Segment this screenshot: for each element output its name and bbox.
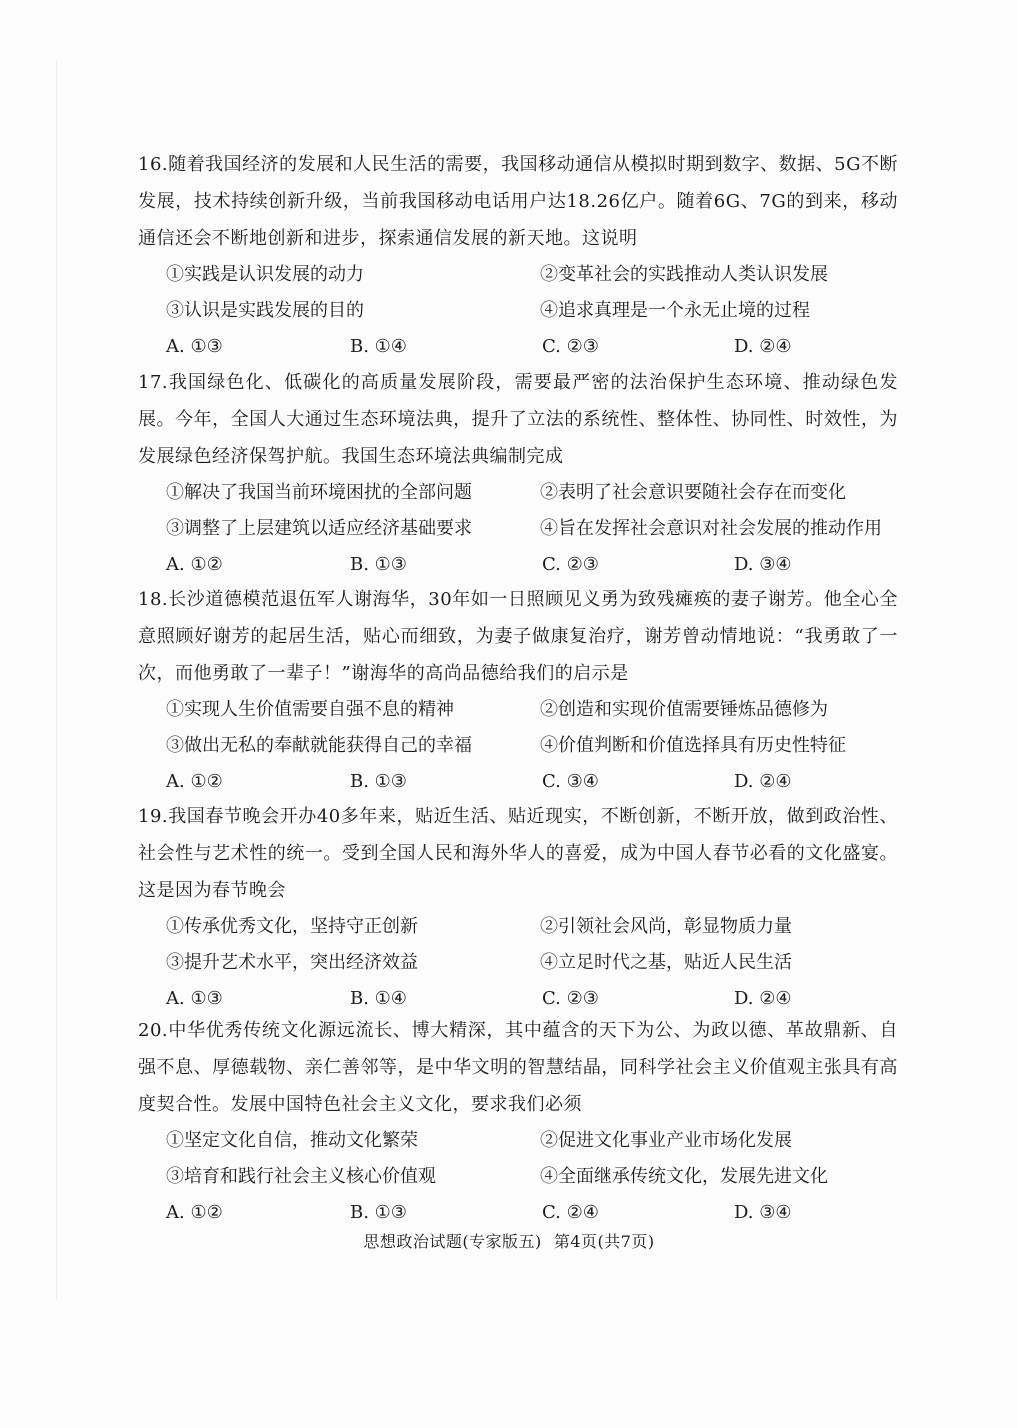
statement-2: ②促进文化事业产业市场化发展 xyxy=(540,1130,792,1151)
statement-list xyxy=(138,257,898,329)
statement-1: ①实践是认识发展的动力 xyxy=(166,264,364,285)
statement-1: ①实现人生价值需要自强不息的精神 xyxy=(166,699,454,720)
statement-list xyxy=(138,909,898,981)
statement-4: ④全面继承传统文化，发展先进文化 xyxy=(540,1166,828,1187)
choice-c: C. ②③ xyxy=(542,988,599,1009)
statement-3: ③培育和践行社会主义核心价值观 xyxy=(166,1166,436,1187)
question-text: 我国绿色化、低碳化的高质量发展阶段，需要最严密的法治保护生态环境、推动绿色发展。今年，全国人大通过生态环境法典，提升了立法的系统性、整体性、协同性、时效性，为发展绿色经济保驾护航。我国生态环境法典编制完成 xyxy=(138,372,898,467)
choice-a: A. ①③ xyxy=(166,336,223,357)
question-text: 随着我国经济的发展和人民生活的需要，我国移动通信从模拟时期到数字、数据、5G不断发展，技术持续创新升级，当前我国移动电话用户达18.26亿户。随着6G、7G的到来，移动通信还会不断地创新和进步，探索通信发展的新天地。这说明 xyxy=(138,154,898,249)
choice-c: C. ②④ xyxy=(542,1202,599,1223)
choice-d: D. ③④ xyxy=(734,554,792,575)
choice-c: C. ③④ xyxy=(542,771,599,792)
statement-2: ②变革社会的实践推动人类认识发展 xyxy=(540,264,828,285)
question-number: 20. xyxy=(138,1020,169,1041)
choice-row xyxy=(138,764,898,800)
statement-4: ④价值判断和价值选择具有历史性特征 xyxy=(540,735,846,756)
choice-b: B. ①③ xyxy=(350,1202,407,1223)
page-footer xyxy=(0,1228,1018,1256)
question-number: 18. xyxy=(138,589,169,610)
question-18 xyxy=(138,581,898,800)
choice-a: A. ①② xyxy=(166,554,223,575)
question-number: 16. xyxy=(138,154,169,175)
statement-list xyxy=(138,1123,898,1195)
question-text: 我国春节晚会开办40多年来，贴近生活、贴近现实，不断创新，不断开放，做到政治性、社会性与艺术性的统一。受到全国人民和海外华人的喜爱，成为中国人春节必看的文化盛宴。这是因为春节晚会 xyxy=(138,806,898,901)
question-20 xyxy=(138,1012,898,1231)
choice-a: A. ①② xyxy=(166,1202,223,1223)
question-number: 19. xyxy=(138,806,169,827)
statement-4: ④旨在发挥社会意识对社会发展的推动作用 xyxy=(540,518,882,539)
question-stem xyxy=(138,146,898,257)
question-stem xyxy=(138,798,898,909)
footer-exam-title: 思想政治试题(专家版五) xyxy=(363,1232,542,1251)
question-text: 中华优秀传统文化源远流长、博大精深，其中蕴含的天下为公、为政以德、革故鼎新、自强不息、厚德载物、亲仁善邻等，是中华文明的智慧结晶，同科学社会主义价值观主张具有高度契合性。发展中国特色社会主义文化，要求我们必须 xyxy=(138,1020,898,1115)
question-stem xyxy=(138,1012,898,1123)
choice-d: D. ②④ xyxy=(734,771,792,792)
choice-a: A. ①③ xyxy=(166,988,223,1009)
statement-3: ③做出无私的奉献就能获得自己的幸福 xyxy=(166,735,472,756)
choice-row xyxy=(138,547,898,583)
statement-2: ②引领社会风尚，彰显物质力量 xyxy=(540,916,792,937)
choice-a: A. ①② xyxy=(166,771,223,792)
question-stem xyxy=(138,581,898,692)
choice-d: D. ③④ xyxy=(734,1202,792,1223)
question-number: 17. xyxy=(138,372,169,393)
statement-1: ①解决了我国当前环境困扰的全部问题 xyxy=(166,482,472,503)
choice-c: C. ②③ xyxy=(542,554,599,575)
choice-row xyxy=(138,1195,898,1231)
statement-1: ①坚定文化自信，推动文化繁荣 xyxy=(166,1130,418,1151)
statement-2: ②创造和实现价值需要锤炼品德修为 xyxy=(540,699,828,720)
statement-3: ③提升艺术水平，突出经济效益 xyxy=(166,952,418,973)
statement-4: ④立足时代之基，贴近人民生活 xyxy=(540,952,792,973)
statement-list xyxy=(138,692,898,764)
choice-d: D. ②④ xyxy=(734,988,792,1009)
statement-list xyxy=(138,475,898,547)
choice-c: C. ②③ xyxy=(542,336,599,357)
choice-row xyxy=(138,329,898,365)
choice-b: B. ①④ xyxy=(350,988,407,1009)
choice-b: B. ①③ xyxy=(350,554,407,575)
statement-3: ③认识是实践发展的目的 xyxy=(166,300,364,321)
choice-b: B. ①④ xyxy=(350,336,407,357)
page-fold-line xyxy=(56,60,57,1300)
footer-page-number: 第4页(共7页) xyxy=(553,1232,655,1251)
statement-4: ④追求真理是一个永无止境的过程 xyxy=(540,300,810,321)
question-text: 长沙道德模范退伍军人谢海华，30年如一日照顾见义勇为致残瘫痪的妻子谢芳。他全心全意照顾好谢芳的起居生活，贴心而细致，为妻子做康复治疗，谢芳曾动情地说：“我勇敢了一次，而他勇敢了一辈子！”谢海华的高尚品德给我们的启示是 xyxy=(138,589,898,684)
statement-1: ①传承优秀文化，坚持守正创新 xyxy=(166,916,418,937)
choice-d: D. ②④ xyxy=(734,336,792,357)
statement-3: ③调整了上层建筑以适应经济基础要求 xyxy=(166,518,472,539)
question-stem xyxy=(138,364,898,475)
statement-2: ②表明了社会意识要随社会存在而变化 xyxy=(540,482,846,503)
question-16 xyxy=(138,146,898,365)
question-17 xyxy=(138,364,898,583)
question-19 xyxy=(138,798,898,1017)
choice-b: B. ①③ xyxy=(350,771,407,792)
